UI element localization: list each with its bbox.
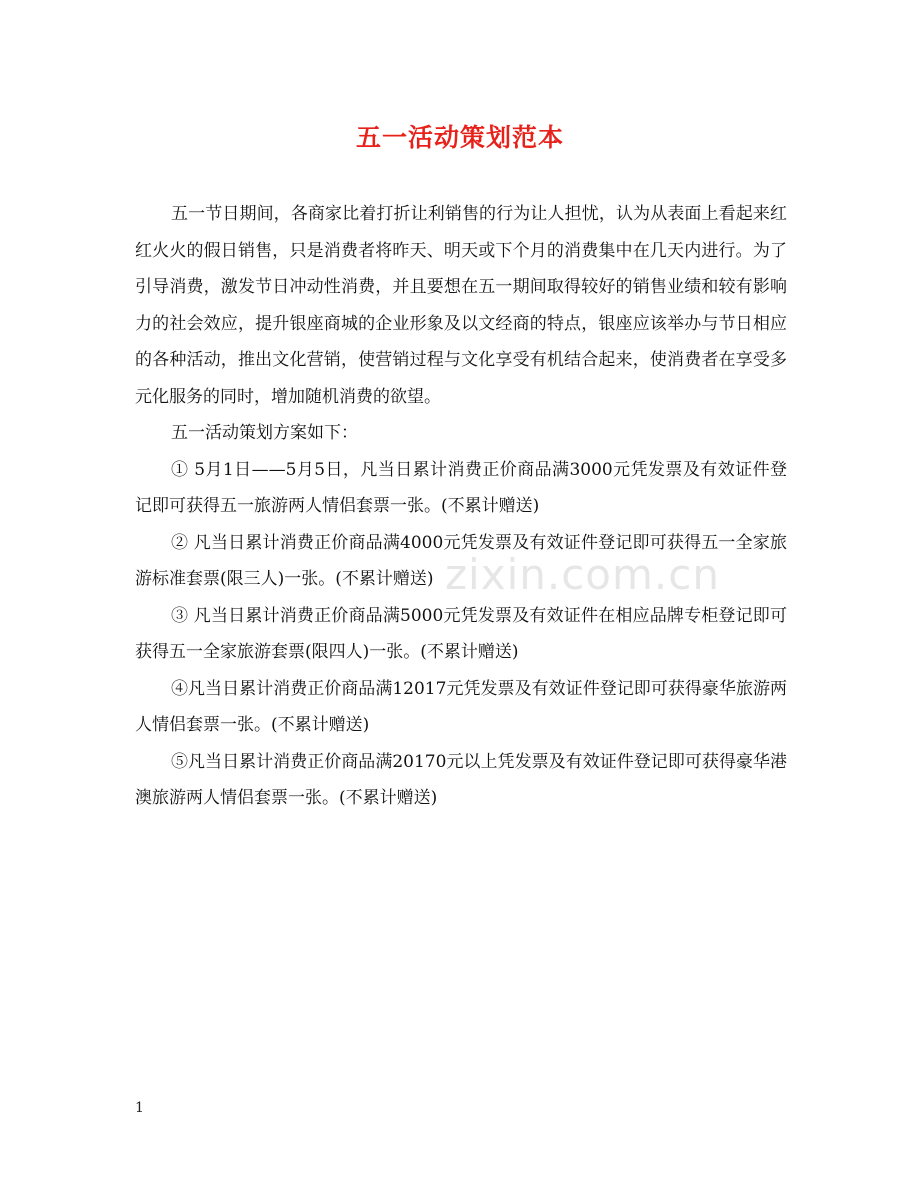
watermark: zixin.com.cn — [445, 550, 720, 599]
plan-item-5: ⑤凡当日累计消费正价商品满20170元以上凭发票及有效证件登记即可获得豪华港澳旅游两人情侣套票一张。(不累计赠送) — [135, 751, 787, 808]
intro-paragraph: 五一节日期间，各商家比着打折让利销售的行为让人担忧，认为从表面上看起来红红火火的假日销售，只是消费者将昨天、明天或下个月的消费集中在几天内进行。为了引导消费，激发节日冲动性消费，并且要想在五一期间取得较好的销售业绩和较有影响力的社会效应，提升银座商城的企业形象及以文经商的特点，银座应该举办与节日相应的各种活动，推出文化营销，使营销过程与文化享受有机结合起来，使消费者在享受多元化服务的同时，增加随机消费的欲望。 — [135, 204, 787, 407]
page-number: 1 — [135, 1100, 144, 1116]
plan-item-4: ④凡当日累计消费正价商品满12017元凭发票及有效证件登记即可获得豪华旅游两人情侣套票一张。(不累计赠送) — [135, 678, 787, 735]
document-title: 五一活动策划范本 — [355, 123, 564, 152]
document-body — [135, 196, 787, 817]
plan-item-1: ① 5月1日——5月5日，凡当日累计消费正价商品满3000元凭发票及有效证件登记即可获得五一旅游两人情侣套票一张。(不累计赠送) — [135, 459, 787, 516]
plan-heading-paragraph: 五一活动策划方案如下： — [171, 423, 358, 443]
plan-item-3: ③ 凡当日累计消费正价商品满5000元凭发票及有效证件在相应品牌专柜登记即可获得五一全家旅游套票(限四人)一张。(不累计赠送) — [135, 605, 787, 662]
plan-item-2: ② 凡当日累计消费正价商品满4000元凭发票及有效证件登记即可获得五一全家旅游标准套票(限三人)一张。(不累计赠送) — [135, 532, 787, 589]
